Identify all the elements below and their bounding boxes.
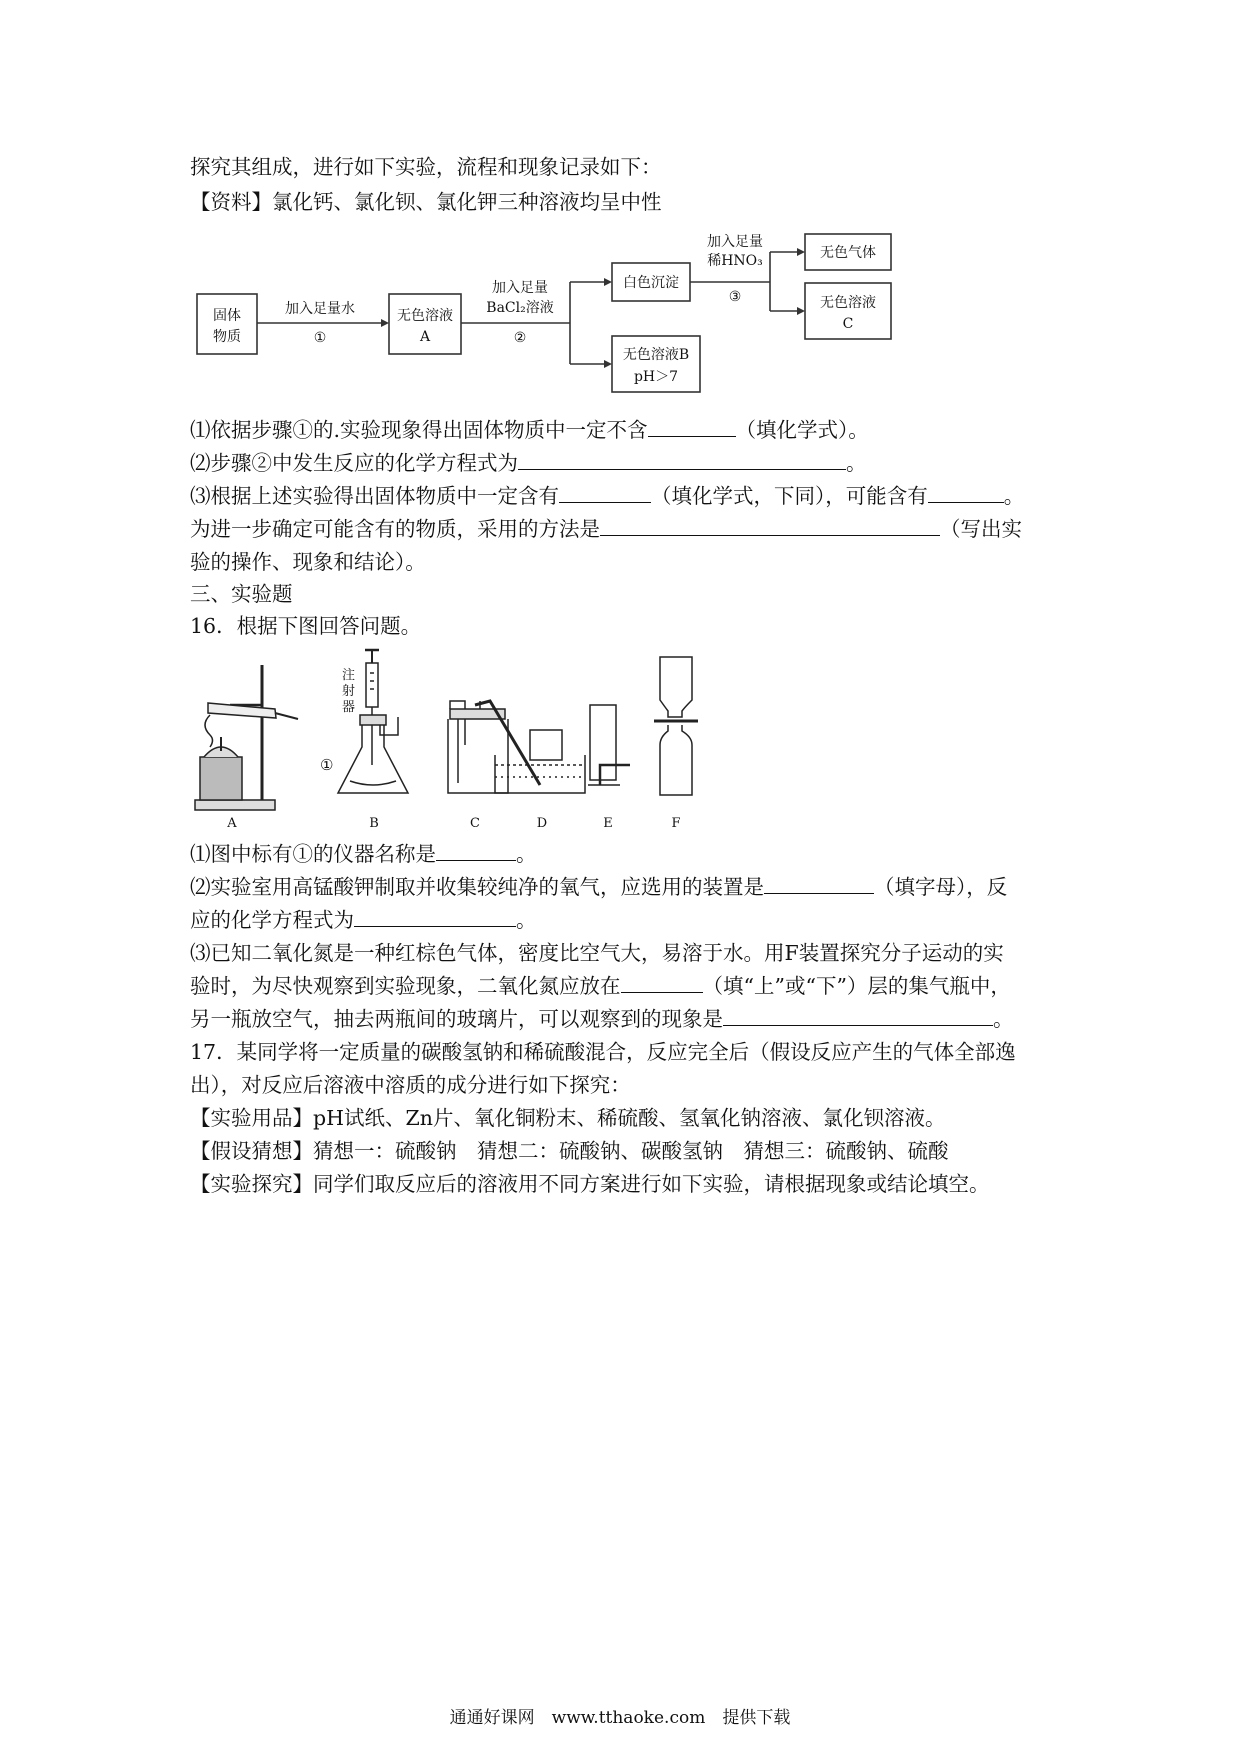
syringe-char-2: 射 bbox=[342, 684, 356, 699]
flow-step1-label: 加入足量水 bbox=[285, 301, 355, 317]
q15-part5: 验的操作、现象和结论）。 bbox=[190, 550, 426, 574]
apparatus-f bbox=[654, 657, 698, 795]
q16-part5: 验时，为尽快观察到实验现象，二氧化氮应放在 （填“上”或“下”）层的集气瓶中， bbox=[190, 974, 1011, 998]
label-c: C bbox=[470, 816, 480, 830]
flow-solB-2: pH＞7 bbox=[633, 369, 679, 385]
marker-1: ① bbox=[320, 756, 334, 774]
q16-title: 16．根据下图回答问题。 bbox=[190, 614, 422, 638]
label-b: B bbox=[369, 816, 379, 830]
q17-line2: 出），对反应后溶液中溶质的成分进行如下探究： bbox=[190, 1073, 631, 1097]
q15-part2: ⑵步骤②中发生反应的化学方程式为 。 bbox=[190, 451, 867, 475]
flow-chart bbox=[190, 228, 910, 400]
q17-line5: 【实验探究】同学们取反应后的溶液用不同方案进行如下实验，请根据现象或结论填空。 bbox=[190, 1172, 990, 1196]
q17-line4: 【假设猜想】猜想一：硫酸钠 猜想二：硫酸钠、碳酸氢钠 猜想三：硫酸钠、硫酸 bbox=[190, 1139, 949, 1163]
q16-part1: ⑴图中标有①的仪器名称是 。 bbox=[190, 842, 537, 866]
label-a: A bbox=[227, 816, 237, 830]
flow-solid-1: 固体 bbox=[213, 308, 241, 324]
apparatus-a bbox=[195, 665, 298, 810]
answer-blank[interactable] bbox=[354, 906, 516, 927]
flow-step3-num: ③ bbox=[728, 289, 742, 305]
answer-blank[interactable] bbox=[764, 873, 874, 894]
q16-part2: ⑵实验室用高锰酸钾制取并收集较纯净的氧气，应选用的装置是 （填字母），反 bbox=[190, 875, 1008, 899]
answer-blank[interactable] bbox=[648, 416, 736, 437]
flow-step3-label-1: 加入足量 bbox=[707, 234, 763, 250]
flow-white-ppt: 白色沉淀 bbox=[623, 275, 679, 291]
apparatus-figure bbox=[190, 645, 800, 830]
answer-blank[interactable] bbox=[723, 1005, 993, 1026]
answer-blank[interactable] bbox=[559, 482, 651, 503]
syringe-char-3: 器 bbox=[342, 700, 356, 715]
q16-part6: 另一瓶放空气，抽去两瓶间的玻璃片，可以观察到的现象是 。 bbox=[190, 1007, 1014, 1031]
flow-step3-label-2: 稀HNO₃ bbox=[707, 253, 763, 269]
q15-part4: 为进一步确定可能含有的物质，采用的方法是 （写出实 bbox=[190, 517, 1022, 541]
flow-solA-1: 无色溶液 bbox=[397, 308, 453, 324]
flow-step1-num: ① bbox=[313, 330, 327, 346]
flow-solC-2: C bbox=[842, 316, 854, 332]
q17-line1: 17．某同学将一定质量的碳酸氢钠和稀硫酸混合，反应完全后（假设反应产生的气体全部逸 bbox=[190, 1040, 1016, 1064]
answer-blank[interactable] bbox=[436, 840, 516, 861]
flow-step2-num: ② bbox=[513, 330, 527, 346]
section-heading: 三、实验题 bbox=[190, 582, 293, 606]
flow-gas: 无色气体 bbox=[820, 245, 876, 261]
label-d: D bbox=[536, 816, 548, 830]
flow-solB-1: 无色溶液B bbox=[622, 347, 690, 363]
flow-step2-label-2: BaCl₂溶液 bbox=[486, 300, 554, 316]
page-footer: 通通好课网 www.tthaoke.com 提供下载 bbox=[449, 1708, 791, 1728]
flow-solA-2: A bbox=[419, 329, 431, 345]
ziliao-text: 【资料】氯化钙、氯化钡、氯化钾三种溶液均呈中性 bbox=[190, 190, 662, 214]
q15-part3: ⑶根据上述实验得出固体物质中一定含有 （填化学式，下同），可能含有 。 bbox=[190, 484, 1025, 508]
flow-solid-2: 物质 bbox=[213, 329, 241, 345]
apparatus-e bbox=[588, 705, 630, 785]
q17-line3: 【实验用品】pH试纸、Zn片、氧化铜粉末、稀硫酸、氢氧化钠溶液、氯化钡溶液。 bbox=[190, 1106, 946, 1130]
flow-step2-label-1: 加入足量 bbox=[492, 280, 548, 296]
flow-solC-1: 无色溶液 bbox=[820, 295, 876, 311]
q16-part3: 应的化学方程式为 。 bbox=[190, 908, 537, 932]
label-f: F bbox=[671, 816, 681, 830]
q16-part4: ⑶已知二氧化氮是一种红棕色气体，密度比空气大，易溶于水。用F装置探究分子运动的实 bbox=[190, 941, 1004, 965]
answer-blank[interactable] bbox=[518, 449, 846, 470]
answer-blank[interactable] bbox=[621, 972, 703, 993]
q15-part1: ⑴依据步骤①的.实验现象得出固体物质中一定不含 （填化学式）。 bbox=[190, 418, 869, 442]
syringe-char-1: 注 bbox=[342, 668, 356, 683]
intro-text: 探究其组成，进行如下实验，流程和现象记录如下： bbox=[190, 155, 662, 179]
answer-blank[interactable] bbox=[928, 482, 1004, 503]
label-e: E bbox=[603, 816, 613, 830]
answer-blank[interactable] bbox=[600, 515, 940, 536]
